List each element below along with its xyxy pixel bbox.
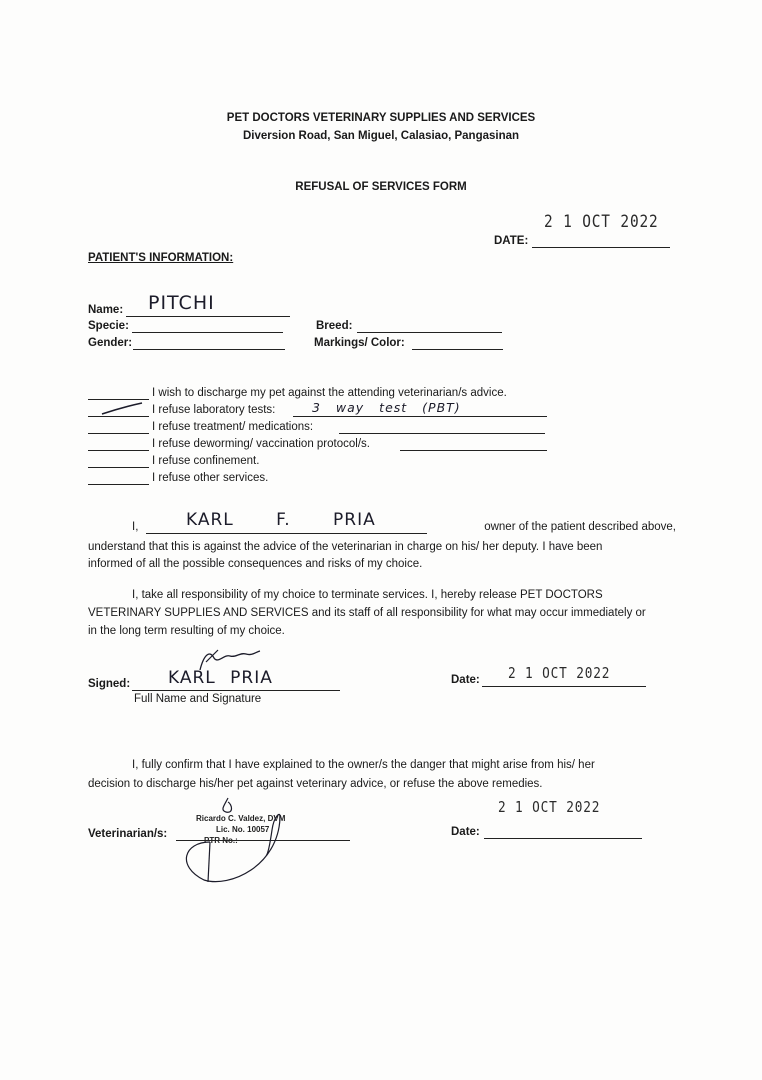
vet-stamp-ptr: PTR No.: xyxy=(204,836,238,845)
breed-line xyxy=(357,332,502,333)
confirm-line2: decision to discharge his/her pet against veterinary advice, or refuse the above remedies. xyxy=(88,778,543,790)
signature-line xyxy=(132,690,340,691)
option-blank xyxy=(88,433,149,434)
option-blank xyxy=(88,399,149,400)
markings-label: Markings/ Color: xyxy=(314,337,405,349)
form-title: REFUSAL OF SERVICES FORM xyxy=(295,181,467,193)
vet-date-line xyxy=(484,838,642,839)
option-blank xyxy=(88,484,149,485)
date-stamp: 2 1 OCT 2022 xyxy=(544,212,659,232)
company-address: Diversion Road, San Miguel, Calasiao, Pangasinan xyxy=(242,130,520,142)
name-line xyxy=(126,316,290,317)
breed-label: Breed: xyxy=(316,320,353,332)
confirm-line1: I, fully confirm that I have explained to the owner/s the danger that might arise from his/ her xyxy=(132,759,595,771)
owner-date-line xyxy=(482,686,646,687)
owner-date-stamp: 2 1 OCT 2022 xyxy=(508,664,611,682)
option-blank xyxy=(88,467,149,468)
owner-signature-icon xyxy=(196,648,262,676)
owner-signature-name: KARL PRIA xyxy=(168,668,273,688)
option-text: I refuse treatment/ medications: xyxy=(152,421,314,433)
date-line xyxy=(532,247,670,248)
statement-line3: informed of all the possible consequences and risks of my choice. xyxy=(88,558,423,570)
name-label: Name: xyxy=(88,304,124,316)
option-detail-line xyxy=(400,450,547,451)
option-detail-line xyxy=(339,433,545,434)
vet-stamp-name: Ricardo C. Valdez, DVM xyxy=(196,814,286,823)
specie-line xyxy=(132,332,283,333)
check-mark-icon xyxy=(100,402,144,416)
statement-line1: owner of the patient described above, xyxy=(484,521,676,533)
signature-caption: Full Name and Signature xyxy=(134,693,262,705)
option-text: I refuse other services. xyxy=(152,472,269,484)
owner-date-label: Date: xyxy=(451,674,480,686)
markings-line xyxy=(412,349,503,350)
option-text: I refuse confinement. xyxy=(152,455,260,467)
name-value: PITCHI xyxy=(148,292,215,314)
option-text: I refuse laboratory tests: xyxy=(152,404,276,416)
vet-date-stamp: 2 1 OCT 2022 xyxy=(498,798,601,816)
vet-date-label: Date: xyxy=(451,826,480,838)
owner-name-value: KARL F. PRIA xyxy=(186,510,376,530)
release-line3: in the long term resulting of my choice. xyxy=(88,625,285,637)
option-detail-line xyxy=(293,416,547,417)
veterinarian-label: Veterinarian/s: xyxy=(88,828,168,840)
signed-label: Signed: xyxy=(88,678,131,690)
option-text: I wish to discharge my pet against the attending veterinarian/s advice. xyxy=(152,387,507,399)
option-blank xyxy=(88,450,149,451)
release-line2: VETERINARY SUPPLIES AND SERVICES and its staff of all responsibility for what may occur immediately or xyxy=(88,607,646,619)
owner-name-line xyxy=(146,533,427,534)
gender-label: Gender: xyxy=(88,337,133,349)
date-label: DATE: xyxy=(494,235,529,247)
company-name: PET DOCTORS VETERINARY SUPPLIES AND SERVICES xyxy=(226,112,536,124)
patient-section-title: PATIENT'S INFORMATION: xyxy=(88,252,234,264)
statement-prefix: I, xyxy=(132,521,139,533)
gender-line xyxy=(133,349,285,350)
vet-stamp-license: Lic. No. 10057 xyxy=(216,825,270,834)
statement-line2: understand that this is against the advice of the veterinarian in charge on his/ her deputy. I have been xyxy=(88,541,603,553)
vet-signature-icon xyxy=(170,796,290,886)
option-blank xyxy=(88,416,149,417)
release-line1: I, take all responsibility of my choice to terminate services. I, hereby release PET DOCTORS xyxy=(132,589,603,601)
option-text: I refuse deworming/ vaccination protocol/s. xyxy=(152,438,370,450)
specie-label: Specie: xyxy=(88,320,129,332)
lab-test-detail: 3 way test (PBT) xyxy=(312,400,461,415)
